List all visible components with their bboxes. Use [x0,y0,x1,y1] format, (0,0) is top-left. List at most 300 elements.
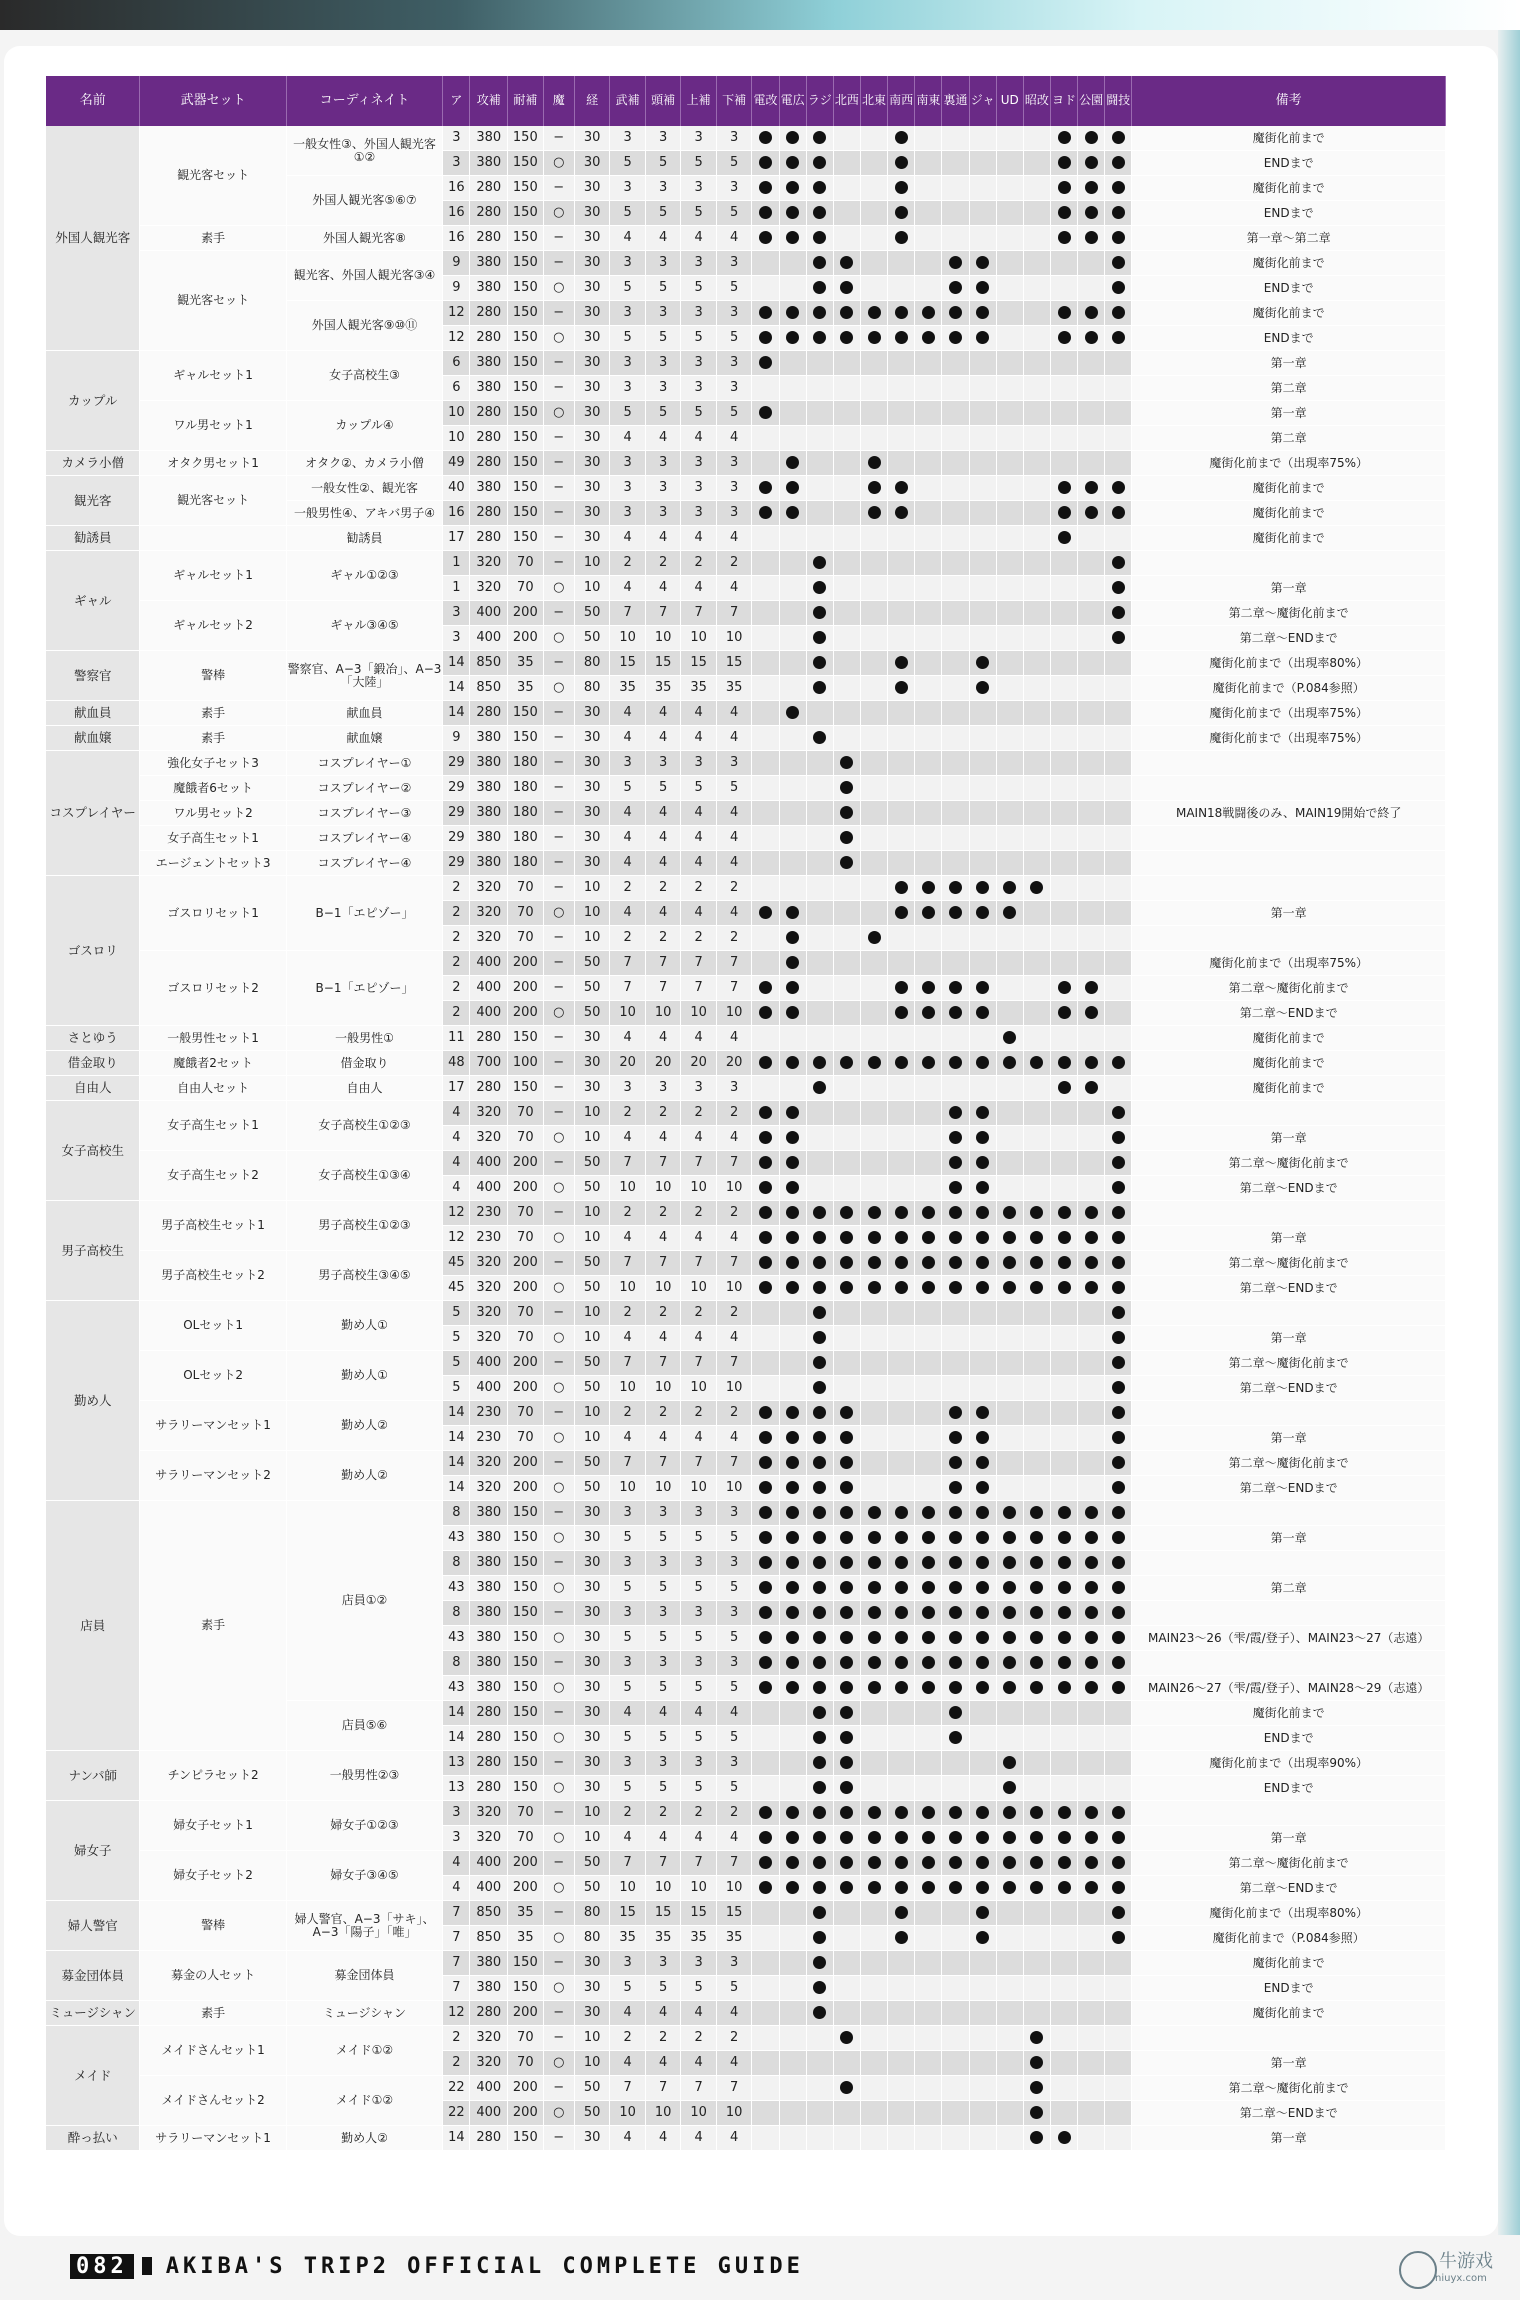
stat-atk: 280 [470,176,508,201]
spawn-area-cell [806,451,833,476]
spawn-dot-icon [759,1056,772,1069]
spawn-area-cell [1105,951,1132,976]
spawn-area-cell [806,701,833,726]
table-row [46,651,1446,676]
spawn-area-cell [915,126,942,151]
stat-bottom: 4 [716,1126,752,1151]
spawn-area-cell [888,926,915,951]
remarks: 魔街化前まで [1132,1701,1446,1726]
spawn-area-cell [942,1026,969,1051]
stat-a: 14 [443,1426,470,1451]
spawn-area-cell [752,1526,779,1551]
spawn-area-cell [806,676,833,701]
spawn-area-cell [779,426,806,451]
spawn-area-cell [779,1551,806,1576]
spawn-dot-icon [759,1431,772,1444]
spawn-area-cell [806,1026,833,1051]
table-row [46,401,1446,426]
stat-head: 7 [645,1251,681,1276]
remarks: 第二章〜魔街化前まで [1132,1351,1446,1376]
spawn-area-cell [1078,1776,1105,1801]
stat-magic: − [543,301,574,326]
spawn-area-cell [942,726,969,751]
spawn-area-cell [1023,751,1050,776]
spawn-area-cell [806,2001,833,2026]
spawn-area-cell [752,1201,779,1226]
table-row [46,851,1446,876]
stat-head: 2 [645,876,681,901]
stat-head: 2 [645,1301,681,1326]
spawn-dot-icon [759,1856,772,1869]
stat-magic: − [543,826,574,851]
stat-weapon: 5 [610,151,646,176]
spawn-dot-icon [949,1181,962,1194]
stat-weapon: 15 [610,651,646,676]
stat-bottom: 7 [716,2076,752,2101]
spawn-dot-icon [976,1806,989,1819]
stat-def: 70 [508,1426,544,1451]
stat-exp: 50 [574,1376,610,1401]
spawn-area-cell [779,1301,806,1326]
stat-bottom: 4 [716,1226,752,1251]
spawn-area-cell [1023,1701,1050,1726]
spawn-area-cell [888,301,915,326]
weapon-set: サラリーマンセット1 [140,1401,286,1451]
stat-exp: 30 [574,851,610,876]
spawn-area-cell [996,326,1023,351]
spawn-area-cell [1105,1976,1132,2001]
spawn-area-cell [915,326,942,351]
spawn-area-cell [1050,526,1077,551]
spawn-dot-icon [976,306,989,319]
stat-exp: 50 [574,1151,610,1176]
spawn-dot-icon [1030,1506,1043,1519]
stat-magic: − [543,751,574,776]
spawn-area-cell [779,1701,806,1726]
spawn-area-cell [752,1601,779,1626]
npc-name: 借金取り [46,1051,140,1076]
spawn-area-cell [996,1851,1023,1876]
spawn-area-cell [915,1451,942,1476]
spawn-dot-icon [1058,331,1071,344]
weapon-set: エージェントセット3 [140,851,286,876]
stat-atk: 280 [470,1751,508,1776]
stat-head: 2 [645,1801,681,1826]
spawn-area-cell [1023,226,1050,251]
spawn-dot-icon [1058,1531,1071,1544]
spawn-area-cell [806,1501,833,1526]
spawn-area-cell [915,801,942,826]
spawn-area-cell [1023,126,1050,151]
stat-weapon: 10 [610,2101,646,2126]
spawn-area-cell [888,1776,915,1801]
stat-weapon: 3 [610,251,646,276]
spawn-area-cell [942,1676,969,1701]
stat-def: 150 [508,1626,544,1651]
spawn-area-cell [833,2101,860,2126]
stat-weapon: 7 [610,601,646,626]
stat-magic: − [543,651,574,676]
stat-head: 15 [645,1901,681,1926]
spawn-dot-icon [1058,1206,1071,1219]
remarks: 魔街化前まで（出現率75%） [1132,701,1446,726]
spawn-dot-icon [895,1281,908,1294]
spawn-area-cell [915,1601,942,1626]
stat-a: 12 [443,326,470,351]
stat-atk: 280 [470,1701,508,1726]
table-row [46,1251,1446,1276]
stat-magic: ○ [543,1776,574,1801]
stat-head: 35 [645,1926,681,1951]
stat-exp: 30 [574,201,610,226]
spawn-area-cell [915,426,942,451]
stat-atk: 230 [470,1201,508,1226]
spawn-area-cell [860,1551,887,1576]
spawn-area-cell [1023,1451,1050,1476]
coordinate: ミュージシャン [286,2001,443,2026]
spawn-area-cell [996,1576,1023,1601]
spawn-area-cell [888,1376,915,1401]
spawn-area-cell [860,226,887,251]
spawn-dot-icon [949,306,962,319]
spawn-dot-icon [976,1481,989,1494]
stat-magic: − [543,951,574,976]
spawn-area-cell [1078,1676,1105,1701]
coordinate: 外国人観光客⑨⑩⑪ [286,301,443,351]
stat-def: 200 [508,1851,544,1876]
spawn-dot-icon [922,1231,935,1244]
spawn-area-cell [1023,926,1050,951]
spawn-area-cell [915,476,942,501]
spawn-area-cell [1023,826,1050,851]
stat-exp: 30 [574,526,610,551]
spawn-area-cell [860,1851,887,1876]
spawn-area-cell [779,1926,806,1951]
stat-a: 40 [443,476,470,501]
spawn-area-cell [915,1926,942,1951]
spawn-dot-icon [1030,1256,1043,1269]
spawn-area-cell [915,301,942,326]
stat-magic: − [543,1851,574,1876]
spawn-area-cell [1105,701,1132,726]
remarks: 第二章〜魔街化前まで [1132,601,1446,626]
spawn-area-cell [752,776,779,801]
spawn-dot-icon [1112,281,1125,294]
spawn-area-cell [806,601,833,626]
coordinate: 一般男性④、アキバ男子④ [286,501,443,526]
stat-head: 35 [645,676,681,701]
table-row [46,751,1446,776]
stat-exp: 30 [574,426,610,451]
spawn-area-cell [806,1651,833,1676]
spawn-dot-icon [786,1456,799,1469]
page-edge-shade [1498,30,1520,2235]
spawn-area-cell [996,1026,1023,1051]
spawn-dot-icon [813,1606,826,1619]
spawn-area-cell [915,1126,942,1151]
stat-bottom: 2 [716,2026,752,2051]
spawn-area-cell [942,1451,969,1476]
spawn-area-cell [996,901,1023,926]
spawn-area-cell [752,2026,779,2051]
coordinate: 一般女性②、観光客 [286,476,443,501]
spawn-dot-icon [949,1656,962,1669]
spawn-area-cell [915,451,942,476]
stat-a: 22 [443,2076,470,2101]
stat-def: 150 [508,501,544,526]
spawn-area-cell [833,1601,860,1626]
spawn-area-cell [779,1476,806,1501]
spawn-dot-icon [759,356,772,369]
spawn-area-cell [942,1901,969,1926]
spawn-area-cell [1050,426,1077,451]
spawn-area-cell [860,1676,887,1701]
stat-weapon: 2 [610,1101,646,1126]
spawn-dot-icon [895,656,908,669]
spawn-dot-icon [868,1831,881,1844]
spawn-area-cell [1105,651,1132,676]
spawn-area-cell [752,851,779,876]
stat-exp: 30 [574,326,610,351]
spawn-area-cell [860,551,887,576]
stat-atk: 280 [470,1726,508,1751]
stat-bottom: 5 [716,1576,752,1601]
stat-top: 3 [681,1076,717,1101]
table-row [46,1451,1446,1476]
spawn-area-cell [1105,751,1132,776]
weapon-set: 素手 [140,1501,286,1751]
spawn-area-cell [996,276,1023,301]
spawn-dot-icon [1030,1656,1043,1669]
spawn-dot-icon [949,1581,962,1594]
spawn-area-cell [1050,1476,1077,1501]
stat-def: 150 [508,1651,544,1676]
spawn-area-cell [969,801,996,826]
spawn-area-cell [752,1101,779,1126]
spawn-dot-icon [1112,1581,1125,1594]
stat-def: 200 [508,626,544,651]
spawn-dot-icon [759,1531,772,1544]
spawn-area-cell [806,751,833,776]
remarks: 魔街化前まで [1132,176,1446,201]
stat-atk: 380 [470,1601,508,1626]
spawn-area-cell [942,151,969,176]
spawn-dot-icon [813,1556,826,1569]
stat-bottom: 3 [716,751,752,776]
spawn-dot-icon [813,1806,826,1819]
stat-atk: 320 [470,1451,508,1476]
stat-def: 150 [508,426,544,451]
spawn-area-cell [942,751,969,776]
spawn-dot-icon [813,1831,826,1844]
spawn-area-cell [915,2026,942,2051]
stat-bottom: 5 [716,1976,752,2001]
spawn-dot-icon [895,1231,908,1244]
spawn-area-cell [915,551,942,576]
spawn-area-cell [1105,1326,1132,1351]
spawn-dot-icon [1003,1206,1016,1219]
weapon-set: 婦女子セット1 [140,1801,286,1851]
spawn-area-cell [779,1651,806,1676]
stat-head: 2 [645,2026,681,2051]
spawn-area-cell [1078,226,1105,251]
spawn-area-cell [888,176,915,201]
coordinate: ギャル①②③ [286,551,443,601]
spawn-area-cell [1023,1926,1050,1951]
spawn-dot-icon [1112,1131,1125,1144]
stat-def: 150 [508,1751,544,1776]
stat-a: 45 [443,1251,470,1276]
stat-top: 3 [681,251,717,276]
spawn-area-cell [888,1701,915,1726]
stat-a: 8 [443,1601,470,1626]
stat-def: 150 [508,1601,544,1626]
spawn-area-cell [806,1276,833,1301]
spawn-area-cell [779,851,806,876]
spawn-area-cell [860,1101,887,1126]
spawn-area-cell [969,1101,996,1126]
stat-head: 5 [645,276,681,301]
coordinate: 外国人観光客⑤⑥⑦ [286,176,443,226]
table-row [46,701,1446,726]
spawn-area-cell [1105,1676,1132,1701]
spawn-area-cell [752,226,779,251]
stat-top: 4 [681,1226,717,1251]
spawn-area-cell [1023,2126,1050,2151]
spawn-area-cell [942,901,969,926]
spawn-dot-icon [976,681,989,694]
stat-bottom: 3 [716,451,752,476]
stat-top: 2 [681,876,717,901]
spawn-area-cell [860,1226,887,1251]
stat-def: 150 [508,226,544,251]
spawn-area-cell [1105,1626,1132,1651]
spawn-area-cell [1078,1401,1105,1426]
spawn-area-cell [942,1951,969,1976]
spawn-dot-icon [759,1581,772,1594]
spawn-area-cell [969,1126,996,1151]
spawn-dot-icon [1058,1581,1071,1594]
spawn-area-cell [1105,726,1132,751]
spawn-area-cell [806,1751,833,1776]
stat-magic: − [543,501,574,526]
stat-exp: 30 [574,1626,610,1651]
spawn-area-cell [860,926,887,951]
spawn-dot-icon [786,156,799,169]
weapon-set: チンピラセット2 [140,1751,286,1801]
spawn-area-cell [1105,776,1132,801]
remarks [1132,851,1446,876]
spawn-dot-icon [895,1581,908,1594]
spawn-area-cell [915,2001,942,2026]
header-8: 武補 [610,76,646,126]
stat-bottom: 10 [716,1476,752,1501]
remarks: 第二章〜ENDまで [1132,1276,1446,1301]
spawn-area-cell [752,251,779,276]
spawn-area-cell [969,1776,996,1801]
spawn-dot-icon [840,1856,853,1869]
spawn-dot-icon [949,1731,962,1744]
spawn-dot-icon [1112,1206,1125,1219]
spawn-dot-icon [1058,206,1071,219]
stat-magic: − [543,251,574,276]
coordinate: コスプレイヤー④ [286,826,443,851]
spawn-dot-icon [1058,1881,1071,1894]
stat-a: 3 [443,151,470,176]
spawn-area-cell [1050,401,1077,426]
spawn-dot-icon [840,1481,853,1494]
table-row [46,1401,1446,1426]
stat-def: 35 [508,1901,544,1926]
stat-atk: 280 [470,2126,508,2151]
spawn-area-cell [1023,851,1050,876]
stat-bottom: 20 [716,1051,752,1076]
spawn-area-cell [833,976,860,1001]
spawn-dot-icon [895,1256,908,1269]
spawn-area-cell [969,651,996,676]
remarks: 魔街化前まで（出現率75%） [1132,726,1446,751]
spawn-area-cell [779,1601,806,1626]
stat-head: 5 [645,201,681,226]
coordinate: 婦人警官、A−3「サキ」、A−3「陽子」「唯」 [286,1901,443,1951]
spawn-area-cell [860,1176,887,1201]
spawn-area-cell [1105,826,1132,851]
spawn-dot-icon [1058,1806,1071,1819]
stat-head: 4 [645,1826,681,1851]
stat-magic: − [543,1701,574,1726]
spawn-dot-icon [868,1056,881,1069]
spawn-area-cell [806,626,833,651]
remarks: ENDまで [1132,1726,1446,1751]
spawn-area-cell [942,1351,969,1376]
stat-exp: 30 [574,1576,610,1601]
spawn-dot-icon [840,1656,853,1669]
spawn-dot-icon [759,1281,772,1294]
stat-atk: 700 [470,1051,508,1076]
stat-magic: − [543,1351,574,1376]
remarks: 第二章 [1132,1576,1446,1601]
npc-name: ギャル [46,551,140,651]
stat-magic: − [543,2076,574,2101]
spawn-area-cell [942,1226,969,1251]
spawn-area-cell [942,1426,969,1451]
spawn-area-cell [860,1276,887,1301]
stat-def: 100 [508,1051,544,1076]
stat-def: 70 [508,551,544,576]
spawn-area-cell [888,1801,915,1826]
spawn-area-cell [1050,1701,1077,1726]
spawn-area-cell [752,1401,779,1426]
spawn-area-cell [860,301,887,326]
table-row [46,1101,1446,1126]
remarks: 魔街化前まで（P.084参照） [1132,1926,1446,1951]
spawn-area-cell [1105,1276,1132,1301]
remarks: 第二章〜魔街化前まで [1132,1251,1446,1276]
spawn-area-cell [888,801,915,826]
spawn-area-cell [888,2076,915,2101]
spawn-area-cell [860,176,887,201]
spawn-dot-icon [895,1856,908,1869]
spawn-dot-icon [1085,206,1098,219]
spawn-area-cell [888,1876,915,1901]
stat-def: 70 [508,1101,544,1126]
stat-def: 150 [508,1976,544,2001]
spawn-dot-icon [840,1231,853,1244]
spawn-area-cell [860,951,887,976]
stat-def: 200 [508,1176,544,1201]
spawn-area-cell [1078,576,1105,601]
spawn-area-cell [1078,1176,1105,1201]
